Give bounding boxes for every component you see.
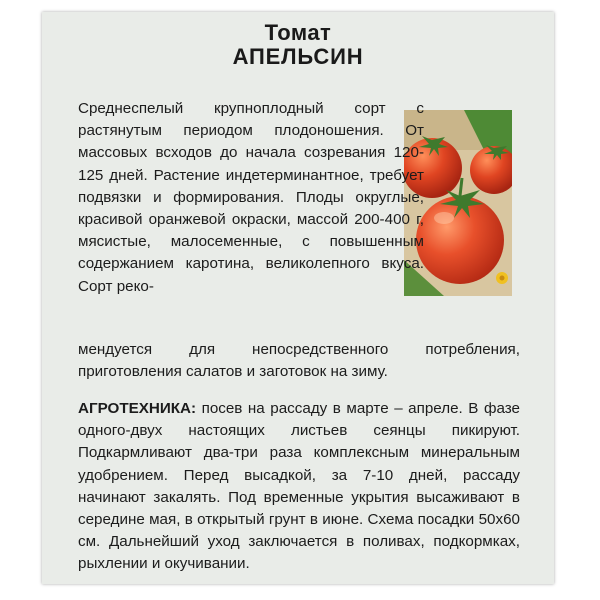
agrotechnics-section <box>78 398 520 576</box>
variety-description-continued: мендуется для непосредственного потребления, приготовления салатов и заготовок на зиму. <box>78 341 520 381</box>
seed-packet-card <box>42 12 554 584</box>
variety-name: АПЕЛЬСИН <box>232 44 364 69</box>
product-title: Томат <box>264 20 332 45</box>
agrotechnics-text: посев на рассаду в марте – апреле. В фазе одного-двух настоящих листьев сеянцы пикируют. Подкармливают два-три раза комплексным минеральным удобрением. Перед высадкой, за 7-10 дней, рассаду начинают закалять. Под временные укрытия высаживают в середине мая, в открытый грунт в июне. Схема посадки 50х60 см. Дальнейший уход заключается в поливах, подкормках, рыхлении и окучивании. <box>78 400 520 573</box>
variety-description: Среднеспелый крупноплодный сорт с растянутым периодом плодоношения. От массовых всходов до начала созревания 120-125 дней. Растение индетерминантное, требует подвязки и формирования. Плоды округлые, красивой оранжевой окраски, массой 200-400 г, мясистые, малосеменные, с повышенным содержанием каротина, великолепного вкуса. Сорт реко- <box>78 100 424 295</box>
agrotechnics-label: АГРОТЕХНИКА: <box>78 400 197 417</box>
